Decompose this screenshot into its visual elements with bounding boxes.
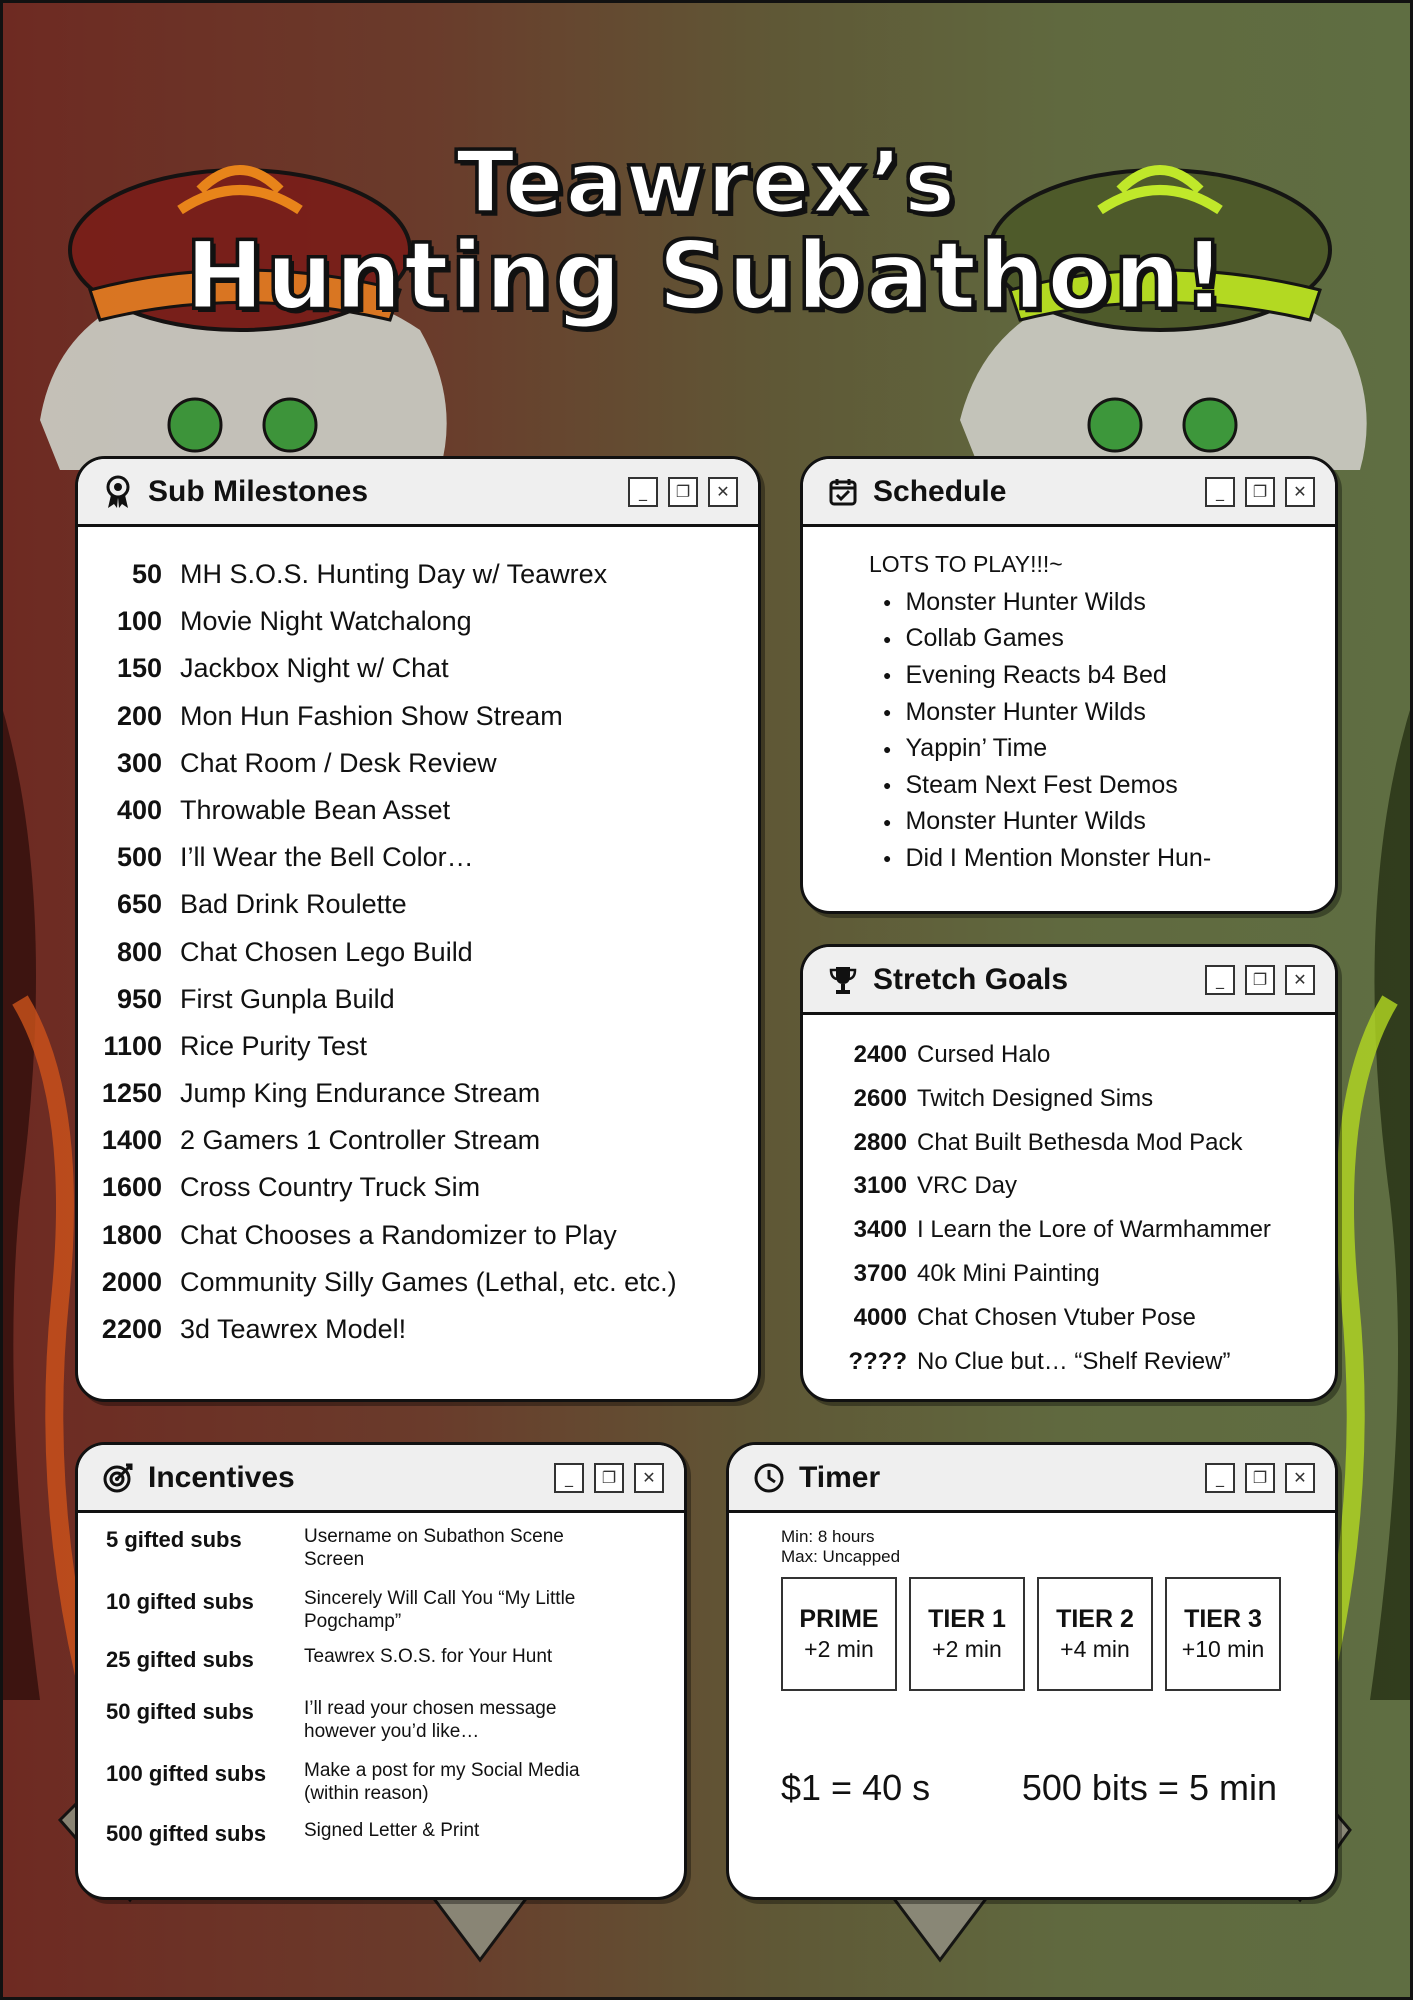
milestone-count: 300 [116,747,162,778]
incentives-window [75,1442,687,1900]
milestone-count: 800 [116,936,162,967]
window-title: Schedule [873,474,1007,508]
stretch-goal-count: 3100 [853,1172,907,1200]
clock-icon [751,1460,787,1496]
stretch-goal-row [823,1041,1315,1085]
stretch-goal-row [823,1129,1315,1173]
milestones-list [78,527,758,1361]
milestone-row [98,1267,738,1314]
stretch-goal-reward: Cursed Halo [917,1041,1051,1068]
milestone-row [98,559,738,606]
tier-time: +2 min [932,1636,1002,1662]
stretch-goal-row [823,1085,1315,1129]
title-line-1: Teawrex’s [455,133,958,233]
milestone-reward: Chat Room / Desk Review [180,747,497,778]
dollar-rate: $1 = 40 s [781,1767,931,1808]
milestone-row [98,1314,738,1361]
milestone-count: 1250 [101,1078,162,1109]
schedule-list [869,584,1315,877]
stretch-goal-reward: 40k Mini Painting [917,1259,1100,1287]
tier-time: +2 min [804,1636,874,1662]
schedule-window [800,456,1338,914]
milestone-row [98,1125,738,1172]
window-title: Sub Milestones [148,474,369,508]
milestone-reward: Throwable Bean Asset [180,794,451,825]
sub-milestones-window [75,456,761,1402]
incentive-reward: Teawrex S.O.S. for Your Hunt [304,1646,553,1667]
milestone-reward: Jump King Endurance Stream [180,1078,541,1109]
trophy-icon [825,962,861,998]
minimize-button[interactable]: _ [628,477,658,507]
title-line-2: Hunting Subathon! [185,222,1228,331]
schedule-item: ● Monster Hunter Wilds [883,804,1315,841]
milestone-reward: Rice Purity Test [180,1030,368,1061]
milestone-count: 1400 [101,1125,162,1156]
tier-card-tier-1 [909,1577,1025,1691]
minimize-button[interactable]: _ [1205,965,1235,995]
milestone-row [98,1220,738,1267]
incentive-reward: Make a post for my Social Media (within reason) [304,1760,580,1804]
schedule-content [803,527,1335,877]
tier-card-prime [781,1577,897,1691]
milestone-reward: 3d Teawrex Model! [180,1314,407,1344]
schedule-item: ● Yappin’ Time [883,730,1315,767]
timer-max: Max: Uncapped [781,1547,901,1566]
milestone-count: 500 [116,842,162,873]
milestone-row [98,701,738,748]
milestone-count: 2200 [101,1314,162,1344]
schedule-header [803,459,1335,527]
incentive-row [106,1759,664,1819]
window-title: Stretch Goals [873,962,1069,996]
milestone-reward: Chat Chooses a Randomizer to Play [180,1219,617,1250]
incentives-header [78,1445,684,1513]
milestone-reward: Cross Country Truck Sim [180,1172,481,1203]
milestone-row [98,748,738,795]
schedule-item: ● Evening Reacts b4 Bed [883,657,1315,694]
close-button[interactable]: ✕ [1285,477,1315,507]
incentive-tier: 10 gifted subs [106,1589,254,1614]
minimize-button[interactable]: _ [1205,1463,1235,1493]
schedule-heading: LOTS TO PLAY!!!~ [869,551,1063,577]
milestone-row [98,795,738,842]
target-icon [100,1460,136,1496]
page-title [0,133,1413,331]
stretch-goal-count: 2800 [853,1128,907,1156]
tier-name: TIER 2 [1056,1605,1134,1633]
milestone-row [98,606,738,653]
tier-time: +4 min [1060,1636,1130,1662]
stretch-goal-reward: I Learn the Lore of Warmhammer [917,1216,1271,1244]
close-button[interactable]: ✕ [708,477,738,507]
restore-button[interactable]: ❐ [668,477,698,507]
milestone-count: 1100 [103,1030,162,1061]
incentive-reward: Username on Subathon Scene Screen [304,1526,564,1570]
stretch-goal-reward: Twitch Designed Sims [917,1084,1154,1112]
stretch-goal-count: 3400 [853,1216,907,1244]
timer-content [729,1513,1335,1809]
incentive-reward: I’ll read your chosen message however you’d like… [304,1698,557,1742]
incentive-row [106,1645,664,1697]
stretch-goal-reward: VRC Day [917,1172,1018,1200]
minimize-button[interactable]: _ [554,1463,584,1493]
incentive-tier: 500 gifted subs [106,1821,267,1846]
stretch-goal-row [823,1260,1315,1304]
restore-button[interactable]: ❐ [1245,1463,1275,1493]
restore-button[interactable]: ❐ [1245,477,1275,507]
incentive-row [106,1819,664,1859]
stretch-goals-header [803,947,1335,1015]
stretch-goal-count: ???? [848,1347,907,1375]
incentive-tier: 5 gifted subs [106,1527,242,1552]
milestone-count: 200 [116,700,162,731]
incentive-reward: Sincerely Will Call You “My Little Pogchamp” [304,1588,576,1632]
calendar-check-icon [825,474,861,510]
stretch-goal-row [823,1348,1315,1392]
rate-info [781,1767,1315,1809]
milestone-reward: Bad Drink Roulette [180,889,407,920]
schedule-item: ● Monster Hunter Wilds [883,584,1315,621]
sub-milestones-header [78,459,758,527]
incentive-tier: 100 gifted subs [106,1761,267,1786]
award-ribbon-icon [100,474,136,510]
stretch-goal-count: 2600 [853,1084,907,1112]
tier-time: +10 min [1181,1636,1265,1662]
milestone-row [98,842,738,889]
milestone-row [98,1172,738,1219]
tier-name: TIER 3 [1184,1605,1262,1633]
milestone-count: 1600 [101,1172,162,1203]
stretch-goal-row [823,1216,1315,1260]
milestone-count: 50 [131,559,162,589]
milestone-count: 150 [116,653,162,684]
stretch-goal-reward: Chat Built Bethesda Mod Pack [917,1128,1243,1156]
milestone-row [98,653,738,700]
schedule-item: ● Did I Mention Monster Hun- [883,840,1315,877]
window-title: Incentives [148,1460,295,1494]
minimize-button[interactable]: _ [1205,477,1235,507]
milestone-reward: Mon Hun Fashion Show Stream [180,700,563,731]
tier-name: TIER 1 [928,1605,1006,1633]
restore-button[interactable]: ❐ [1245,965,1275,995]
stretch-goal-count: 4000 [853,1303,907,1331]
bits-rate: 500 bits = 5 min [1021,1767,1277,1808]
milestone-reward: I’ll Wear the Bell Color… [180,842,474,873]
milestone-reward: Movie Night Watchalong [180,606,472,637]
milestone-count: 950 [116,983,162,1014]
timer-min: Min: 8 hours [781,1527,875,1546]
stretch-goal-row [823,1304,1315,1348]
milestone-count: 650 [116,889,162,920]
schedule-item: ● Steam Next Fest Demos [883,767,1315,804]
window-title: Timer [799,1460,881,1494]
milestone-reward: Jackbox Night w/ Chat [180,653,449,684]
milestone-reward: Chat Chosen Lego Build [180,936,473,967]
tier-card-tier-3 [1165,1577,1281,1691]
incentive-row [106,1587,664,1645]
restore-button[interactable]: ❐ [594,1463,624,1493]
incentives-list [78,1513,684,1859]
milestone-count: 400 [116,794,162,825]
stretch-goals-list [803,1015,1335,1391]
schedule-item: ● Monster Hunter Wilds [883,694,1315,731]
incentive-reward: Signed Letter & Print [304,1820,480,1841]
milestone-reward: MH S.O.S. Hunting Day w/ Teawrex [180,559,608,589]
incentive-tier: 25 gifted subs [106,1647,254,1672]
stretch-goals-window [800,944,1338,1402]
close-button[interactable]: ✕ [634,1463,664,1493]
timer-window [726,1442,1338,1900]
tier-name: PRIME [799,1605,879,1633]
stretch-goal-count: 2400 [853,1041,907,1068]
tier-card-tier-2 [1037,1577,1153,1691]
milestone-reward: First Gunpla Build [180,983,395,1014]
tier-cards [781,1577,1315,1691]
milestone-row [98,1078,738,1125]
milestone-reward: Community Silly Games (Lethal, etc. etc.) [180,1266,677,1297]
milestone-row [98,937,738,984]
stretch-goal-reward: Chat Chosen Vtuber Pose [917,1303,1196,1331]
close-button[interactable]: ✕ [1285,1463,1315,1493]
stretch-goal-count: 3700 [853,1259,907,1287]
incentive-tier: 50 gifted subs [106,1699,254,1724]
incentive-row [106,1525,664,1587]
milestone-row [98,1031,738,1078]
milestone-reward: 2 Gamers 1 Controller Stream [180,1125,541,1156]
milestone-count: 2000 [101,1266,162,1297]
close-button[interactable]: ✕ [1285,965,1315,995]
incentive-row [106,1697,664,1759]
stretch-goal-row [823,1172,1315,1216]
timer-header [729,1445,1335,1513]
schedule-item: ● Collab Games [883,621,1315,658]
milestone-count: 1800 [101,1219,162,1250]
milestone-row [98,984,738,1031]
milestone-row [98,889,738,936]
stretch-goal-reward: No Clue but… “Shelf Review” [917,1347,1231,1375]
milestone-count: 100 [116,606,162,637]
